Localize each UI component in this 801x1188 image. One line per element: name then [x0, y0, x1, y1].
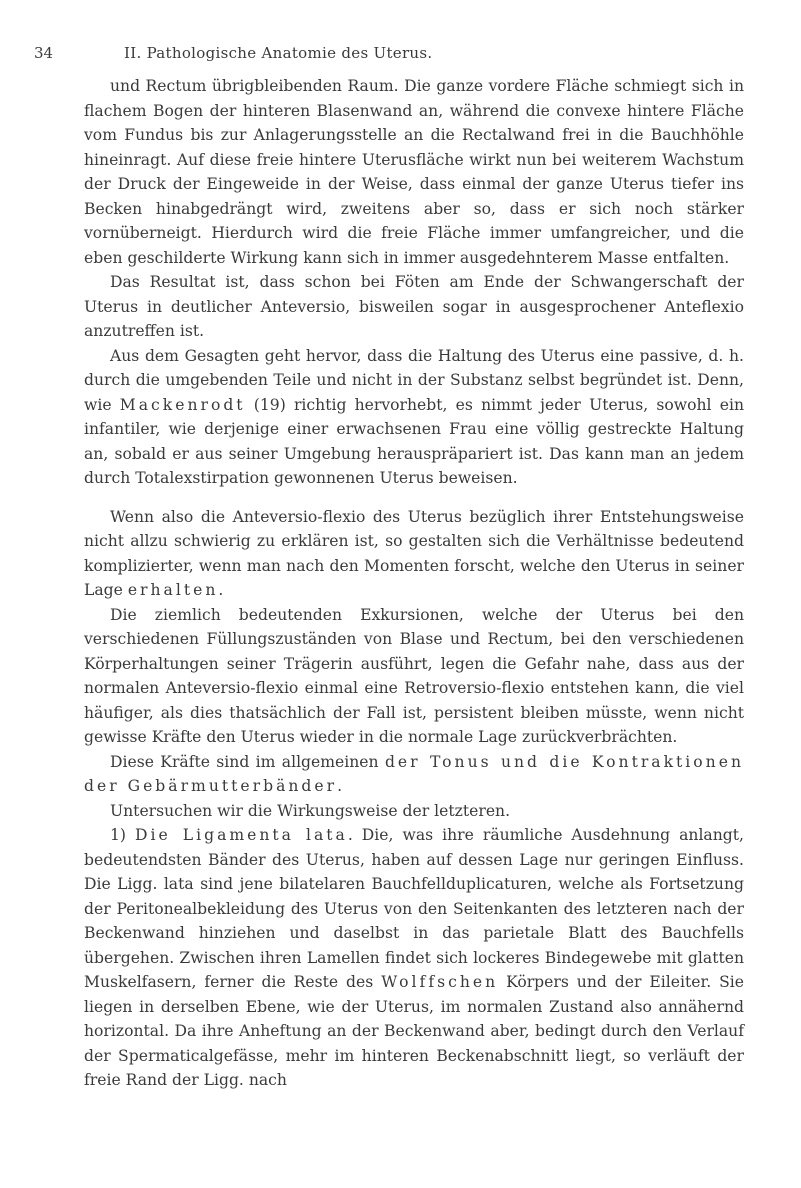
- page-header: [34, 44, 734, 66]
- text-run: (19) richtig hervorhebt, es nimmt jeder Uterus, sowohl ein infantiler, wie derjenige einer erwachsenen Frau eine völlig gestreckte Haltung an, sobald er aus seiner Umgebung herauspräpariert ist. Das kann man an jedem durch Totalexstirpation gewonnenen Uterus beweisen.: [84, 395, 744, 487]
- paragraph: [84, 750, 744, 799]
- page-number: 34: [34, 44, 54, 62]
- spaced-emphasis: erhalten: [127, 581, 219, 599]
- text-run: . Die, was ihre räumliche Ausdehnung anlangt, bedeutendsten Bänder des Uterus, haben auf dessen Lage nur geringen Einfluss. Die Ligg. lata sind jene bilatelaren Bauchfellduplicaturen, welche als Fortsetzung der Peritonealbekleidung des Uterus von den Seitenkanten des letzteren nach der Beckenwand hinziehen und daselbst in das parietale Blatt des Bauchfells übergehen. Zwischen ihren Lamellen findet sich lockeres Bindegewebe mit glatten Muskelfasern, ferner die Reste des: [84, 826, 744, 991]
- paragraph: und Rectum übrigbleibenden Raum. Die ganze vordere Fläche schmiegt sich in flachem Bogen der hinteren Blasenwand an, während die convexe hintere Fläche vom Fundus bis zur Anlagerungsstelle an die Rectalwand frei in die Bauchhöhle hineinragt. Auf diese freie hintere Uterusfläche wirkt nun bei weiterem Wachstum der Druck der Eingeweide in der Weise, dass einmal der ganze Uterus tiefer ins Becken hinabgedrängt wird, zweitens aber so, dass er sich noch stärker vornüberneigt. Hierdurch wird die freie Fläche immer umfangreicher, und die eben geschilderte Wirkung kann sich in immer ausgedehnterem Masse entfalten.: [84, 77, 744, 267]
- text-run: .: [218, 581, 224, 599]
- paragraph: [84, 344, 744, 491]
- paragraph: [84, 823, 744, 1093]
- body-text: [84, 74, 744, 1093]
- paragraph: Das Resultat ist, dass schon bei Föten am Ende der Schwangerschaft der Uterus in deutlicher Anteversio, bisweilen sogar in ausgesprochener Anteflexio anzutreffen ist.: [84, 273, 744, 340]
- text-run: Wenn also die Anteversio-flexio des Uterus bezüglich ihrer Entstehungsweise nicht allzu schwierig zu erklären ist, so gestalten sich die Verhältnisse bedeutend komplizierter, wenn man nach den Momenten forscht, welche den Uterus in seiner Lage: [84, 507, 744, 599]
- section-heading: Die Ligamenta lata: [135, 826, 348, 844]
- text-run: 1): [110, 826, 136, 844]
- text-run: .: [337, 777, 343, 795]
- text-run: Diese Kräfte sind im allgemeinen: [110, 752, 385, 771]
- paragraph: [84, 505, 744, 603]
- text-run: Körpers und der Eileiter. Sie liegen in derselben Ebene, wie der Uterus, im normalen Zustand also annähernd horizontal. Da ihre Anheftung an der Beckenwand aber, bedingt durch den Verlauf der Spermaticalgefässe, mehr im hinteren Beckenabschnitt liegt, so verläuft der freie Rand der Ligg. nach: [84, 973, 744, 1089]
- text-run: Aus dem Gesagten geht hervor, dass die Haltung des Uterus eine passive, d. h. durch die umgebenden Teile und nicht in der Substanz selbst begründet ist. Denn, wie: [84, 346, 744, 414]
- spaced-emphasis: der Tonus und die Kontraktionen der Gebärmutterbänder: [84, 752, 744, 795]
- paragraph: Untersuchen wir die Wirkungsweise der letzteren.: [110, 801, 511, 820]
- spaced-author-name: Wolffschen: [381, 973, 499, 991]
- paragraph: Die ziemlich bedeutenden Exkursionen, welche der Uterus bei den verschiedenen Füllungszuständen von Blase und Rectum, bei den verschiedenen Körperhaltungen seiner Trägerin ausführt, legen die Gefahr nahe, dass aus der normalen Anteversio-flexio einmal eine Retroversio-flexio entstehen kann, die viel häufiger, als dies thatsächlich der Fall ist, persistent bleiben müsste, wenn nicht gewisse Kräfte den Uterus wieder in die normale Lage zurückverbrächten.: [84, 605, 744, 746]
- spaced-author-name: Mackenrodt: [119, 395, 246, 414]
- running-title: II. Pathologische Anatomie des Uterus.: [124, 44, 433, 62]
